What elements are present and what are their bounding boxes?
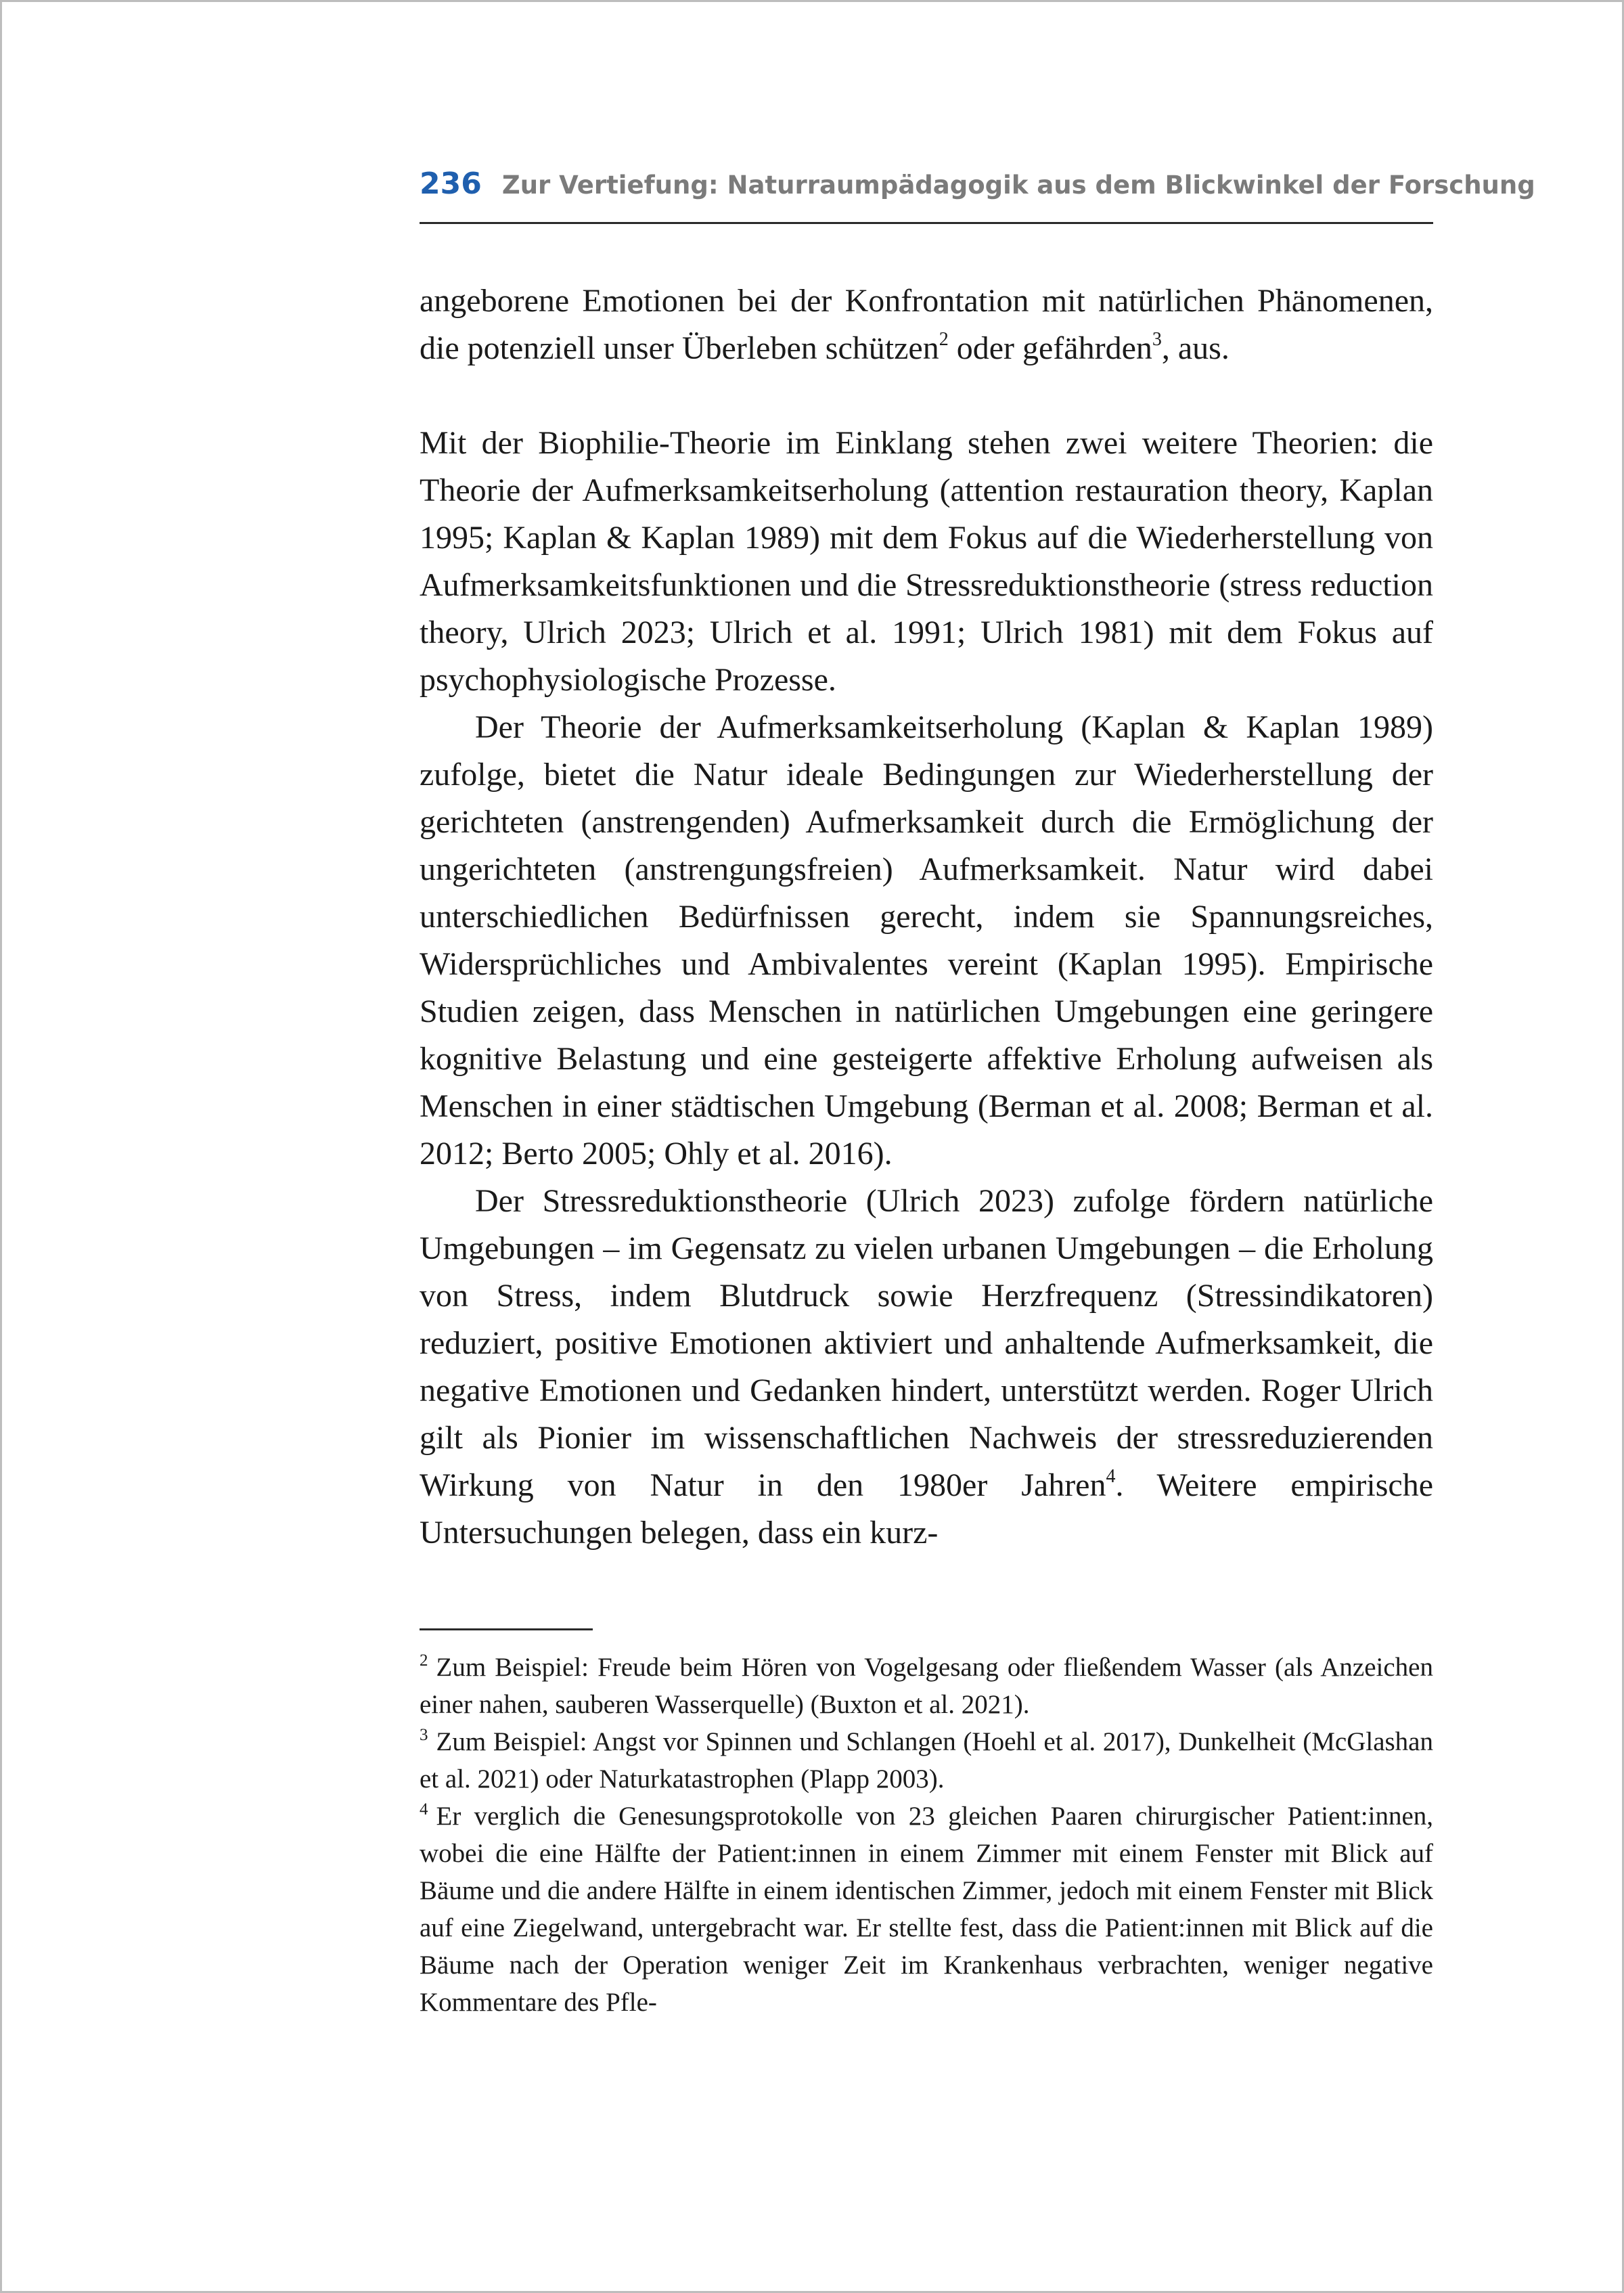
running-title: Zur Vertiefung: Naturraumpädagogik aus dem Blickwinkel der Forschung <box>501 171 1535 200</box>
page-number: 236 <box>420 166 482 201</box>
main-text <box>420 277 1433 1557</box>
footnote-divider <box>420 1628 593 1630</box>
paragraph-1-text-b: oder gefährden <box>948 330 1152 366</box>
page-header <box>420 161 1535 224</box>
footnote-mark: 3 <box>420 1726 428 1744</box>
paragraph-1 <box>420 277 1433 372</box>
paragraph-1-text-c: , aus. <box>1161 330 1230 366</box>
footnotes <box>420 1649 1433 2021</box>
footnote-4 <box>420 1798 1433 2021</box>
footnote-2 <box>420 1649 1433 1723</box>
paragraph-1-text-a: angeborene Emotionen bei der Konfrontation mit natürlichen Phänomenen, die potenziell unser Überleben schützen <box>420 283 1433 366</box>
footnote-ref-3[interactable]: 3 <box>1152 329 1162 350</box>
footnote-3 <box>420 1723 1433 1798</box>
paragraph-4-text-a: Der Stressreduktionstheorie (Ulrich 2023) zufolge fördern natürliche Umgebungen – im Gegensatz zu vielen urbanen Umgebungen – die Erholung von Stress, indem Blutdruck sowie Herzfrequenz (Stressindikatoren) reduziert, positive Emotionen aktiviert und anhaltende Aufmerksamkeit, die negative Emotionen und Gedanken hindert, unterstützt werden. Roger Ulrich gilt als Pionier im wissenschaftlichen Nachweis der stressreduzierenden Wirkung von Natur in den 1980er Jahren <box>420 1183 1433 1503</box>
paragraph-2: Mit der Biophilie-Theorie im Einklang stehen zwei weitere Theorien: die Theorie der Aufmerksamkeitserholung (attention restauration theory, Kaplan 1995; Kaplan & Kaplan 1989) mit dem Fokus auf die Wiederherstellung von Aufmerksamkeitsfunktionen und die Stressreduktionstheorie (stress reduction theory, Ulrich 2023; Ulrich et al. 1991; Ulrich 1981) mit dem Fokus auf psychophysiologische Prozesse. <box>420 425 1433 698</box>
footnote-ref-2[interactable]: 2 <box>939 329 949 350</box>
footnote-ref-4[interactable]: 4 <box>1106 1466 1116 1487</box>
footnote-text: Er verglich die Genesungsprotokolle von 23 gleichen Paaren chirurgischer Patient:innen, wobei die eine Hälfte der Patient:innen in einem Zimmer mit einem Fenster mit Blick auf Bäume und die andere Hälfte in einem identischen Zimmer, jedoch mit einem Fenster mit Blick auf eine Ziegelwand, untergebracht war. Er stellte fest, dass die Patient:innen mit Blick auf die Bäume nach der Operation weniger Zeit im Krankenhaus verbrachten, weniger negative Kommentare des Pfle- <box>420 1802 1433 2017</box>
footnote-mark: 4 <box>420 1800 428 1819</box>
footnote-text: Zum Beispiel: Angst vor Spinnen und Schlangen (Hoehl et al. 2017), Dunkelheit (McGlashan et al. 2021) oder Naturkatastrophen (Plapp 2003). <box>420 1727 1433 1794</box>
paragraph-4-text-b: . Weitere empirische Untersuchungen belegen, dass ein kurz- <box>420 1467 1433 1551</box>
footnote-mark: 2 <box>420 1651 428 1670</box>
footnote-text: Zum Beispiel: Freude beim Hören von Vogelgesang oder fließendem Wasser (als Anzeichen einer nahen, sauberen Wasserquelle) (Buxton et al. 2021). <box>420 1653 1433 1719</box>
paragraph-4 <box>420 1178 1433 1557</box>
paragraph-3: Der Theorie der Aufmerksamkeitserholung (Kaplan & Kaplan 1989) zufolge, bietet die Natur ideale Bedingungen zur Wiederherstellung der gerichteten (anstrengenden) Aufmerksamkeit durch die Ermöglichung der ungerichteten (anstrengungsfreien) Aufmerksamkeit. Natur wird dabei unterschiedlichen Bedürfnissen gerecht, indem sie Spannungsreiches, Widersprüchliches und Ambivalentes vereint (Kaplan 1995). Empirische Studien zeigen, dass Menschen in natürlichen Umgebungen eine geringere kognitive Belastung und eine gesteigerte affektive Erholung aufweisen als Menschen in einer städtischen Umgebung (Berman et al. 2008; Berman et al. 2012; Berto 2005; Ohly et al. 2016). <box>420 709 1433 1172</box>
